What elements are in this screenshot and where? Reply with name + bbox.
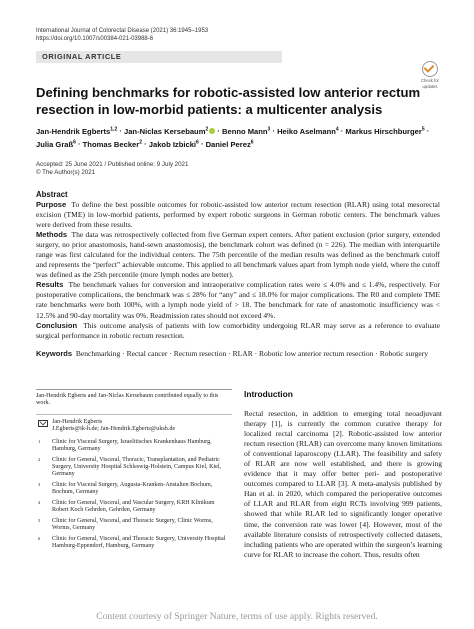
author[interactable] — [36, 127, 117, 136]
affiliation-text: Clinic for Visceral Surgery, Israelitisches Krankenhaus Hamburg, Hamburg, Germany — [52, 438, 212, 453]
abstract-conclusion — [36, 321, 440, 341]
publication-dates — [36, 161, 188, 177]
author-separator: · — [270, 126, 278, 136]
author[interactable] — [124, 127, 215, 136]
affiliation-item — [36, 439, 232, 454]
abstract-body — [36, 200, 440, 341]
envelope-icon — [38, 420, 48, 427]
methods-text: The data was retrospectively collected from five German expert centers. After patient exclusion (prior surgery, extended surgery, no prior anastomosis, hand-sewn anastomosis), the benchmark cohort was defined (n = 226). The median with interquartile range was first calculated for the individual centers. The 75th percentile of the median results was defined as the benchmark cutoff and represents the “perfect” achievable outcome. This applied to all benchmark values apart from lymph node yield, where the cutoff was defined as the 25th percentile (more lymph nodes are better). — [36, 230, 440, 280]
results-label: Results — [36, 280, 64, 290]
author-name: Jakob Izbicki — [148, 139, 197, 149]
conclusion-text: This outcome analysis of patients with low comorbidity undergoing RLAR may serve as a reference to evaluate surgical performance in robotic rectum resection. — [36, 320, 441, 340]
article-type: ORIGINAL ARTICLE — [42, 52, 122, 61]
author-affiliation-marker: 3 — [267, 126, 271, 132]
introduction-heading: Introduction — [244, 389, 293, 399]
author-affiliation-marker: 2 — [139, 139, 143, 146]
author-affiliation-marker: 6 — [250, 139, 254, 146]
conclusion-label: Conclusion — [36, 320, 78, 330]
author-separator: · — [142, 139, 149, 149]
check-updates-label-2: updates — [422, 84, 438, 89]
author-name: Markus Hirschburger — [345, 126, 422, 136]
journal-citation — [36, 27, 208, 43]
affiliation-text: Clinic for General, Visceral, and Vascular Surgery, KRH Klinikum Robert Koch Gehrden, Gehrden, Germany — [52, 500, 215, 514]
results-text: The benchmark values for conversion and intraoperative complication rates were ≤ 4.0% and ≤ 1.4%, respectively. For postoperative complications, the benchmark was ≤ 28% for “any” and ≤ 18.0% for major complications. The R0 and complete TME rate benchmarks were both 100%, with a lymph node yield of > 18. The benchmark for rate of anastomotic insufficiency was < 12.5% and 90-day mortality was 0%. Readmission rates should not exceed 4%. — [36, 280, 440, 320]
author-separator: · — [198, 139, 206, 149]
affiliation-text: Clinic for General, Visceral, Thoracic, Transplantation, and Pediatric Surgery, University Hospital Schleswig-Holstein, Campus Kiel, Kiel, Germany — [52, 456, 222, 478]
author-list — [36, 124, 441, 150]
author-separator: · — [424, 126, 430, 136]
methods-label: Methods — [36, 230, 68, 240]
author[interactable] — [83, 140, 142, 149]
author[interactable] — [206, 140, 254, 149]
author-name: Jan-Hendrik Egberts — [36, 126, 111, 136]
affiliation-item — [36, 536, 232, 551]
abstract-heading: Abstract — [36, 190, 68, 199]
copyright: © The Author(s) 2021 — [36, 169, 96, 176]
author-affiliation-marker: 1,2 — [110, 126, 118, 132]
author-separator: · — [215, 126, 222, 136]
doi-link[interactable]: https://doi.org/10.1007/s00384-021-03988-6 — [36, 36, 154, 42]
author-affiliation-marker: 6 — [73, 139, 76, 146]
author-affiliation-marker: 4 — [335, 126, 339, 132]
author-name: Benno Mann — [221, 126, 268, 136]
affiliation-text: Clinic for Visceral Surgery, Augusta-Kranken-Anstalten Bochum, Bochum, Germany — [52, 482, 213, 496]
introduction-column — [244, 389, 442, 560]
affiliation-number: 2 — [38, 456, 41, 462]
author[interactable] — [277, 127, 339, 136]
check-updates-label-1: Check for — [421, 78, 439, 83]
footnote-divider — [36, 389, 232, 390]
corresponding-author — [36, 419, 232, 434]
author-separator: · — [117, 126, 124, 136]
author-name: Jan-Niclas Kersebaum — [123, 126, 206, 136]
footnotes-column — [36, 389, 232, 554]
author-name: Thomas Becker — [82, 139, 140, 149]
corresponding-email[interactable]: J.Egberts@ik-h.de; Jan-Hendrik.Egberts@uksh.de — [52, 426, 176, 433]
affiliation-text: Clinic for General, Visceral, and Thoracic Surgery, University Hospital Hamburg-Eppendorf, Hamburg, Germany — [52, 536, 226, 550]
keywords-label: Keywords — [36, 349, 73, 358]
author-name: Heiko Aselmann — [277, 126, 336, 136]
author-name: Julia Graß — [36, 139, 74, 149]
affiliation-number: 4 — [38, 500, 41, 506]
purpose-label: Purpose — [36, 200, 67, 209]
journal-name: International Journal of Colorectal Disease (2021) 36:1945–1953 — [36, 28, 209, 34]
author[interactable] — [36, 140, 76, 149]
affiliation-item — [36, 482, 232, 497]
author-affiliation-marker: 5 — [421, 126, 425, 132]
author-separator: · — [75, 139, 83, 149]
abstract-methods — [36, 230, 440, 280]
equal-contribution-note: Jan-Hendrik Egberts and Jan-Niclas Kersebaum contributed equally to this work. — [36, 393, 219, 407]
author[interactable] — [345, 127, 424, 136]
article-type-band — [36, 51, 282, 63]
affiliation-number: 1 — [38, 438, 41, 444]
article-title: Defining benchmarks for robotic-assisted low anterior rectum resection in low-morbid patients: a multicenter analysis — [36, 85, 421, 117]
author[interactable] — [222, 127, 270, 136]
affiliation-item — [36, 500, 232, 515]
affiliation-number: 3 — [38, 482, 41, 488]
affiliation-text: Clinic for General, Visceral, and Thoracic Surgery, Clinic Worms, Worms, Germany — [52, 518, 213, 532]
abstract-results — [36, 280, 440, 320]
abstract-purpose — [36, 200, 440, 230]
affiliation-list — [36, 439, 232, 551]
accepted-date: Accepted: 25 June 2021 / Published online: 9 July 2021 — [36, 161, 189, 168]
check-updates-icon — [422, 61, 438, 77]
affiliation-item — [36, 457, 232, 479]
author-separator: · — [338, 126, 346, 136]
footnote-divider-2 — [36, 414, 232, 415]
keywords — [36, 349, 440, 359]
affiliation-number: 5 — [38, 518, 41, 524]
author-name: Daniel Perez — [205, 139, 251, 149]
purpose-text: To define the best possible outcomes for robotic-assisted low anterior rectum resection (RLAR) using total mesorectal excision (TME) in low-morbid patients, performed by expert robotic surgeons in German robotic centers. The benchmark values were derived from these results. — [36, 200, 440, 230]
corresponding-name: Jan-Hendrik Egberts — [52, 418, 103, 425]
keywords-text: Benchmarking · Rectal cancer · Rectum resection · RLAR · Robotic low anterior rectum resection · Robotic surgery — [75, 349, 429, 358]
introduction-text: Rectal resection, in addition to emerging total neoadjuvant therapy [1], is currently the common curative therapy for localized rectal carcinoma [2]. Robotic-assisted low anterior rectum resection (RLAR) can overcome many known limitations of conventional laparoscopy (LLAR). The feasibility and safety of RLAR are now well established, and there is growing evidence that it may offer better peri- and postoperative outcomes compared to LLAR [3]. A meta-analysis published by Han et al. in 2020, which compared the perioperative outcomes of LLAR and RLAR from eight RCTs involving 999 patients, showed that while RLAR led to significantly longer operative time, the conversion rate was lower [4]. However, most of the available literature consists of retrospectively collected datasets, including patients who are operated within the surgeon’s learning curve for RLAR to increase the cohort. Thus, results often — [244, 409, 442, 559]
author[interactable] — [149, 140, 199, 149]
affiliation-item — [36, 518, 232, 533]
affiliation-number: 6 — [38, 536, 41, 542]
author-affiliation-marker: 2 — [205, 126, 209, 132]
courtesy-notice: Content courtesy of Springer Nature, terms of use apply. Rights reserved. — [96, 611, 378, 622]
author-affiliation-marker: 6 — [196, 139, 199, 146]
